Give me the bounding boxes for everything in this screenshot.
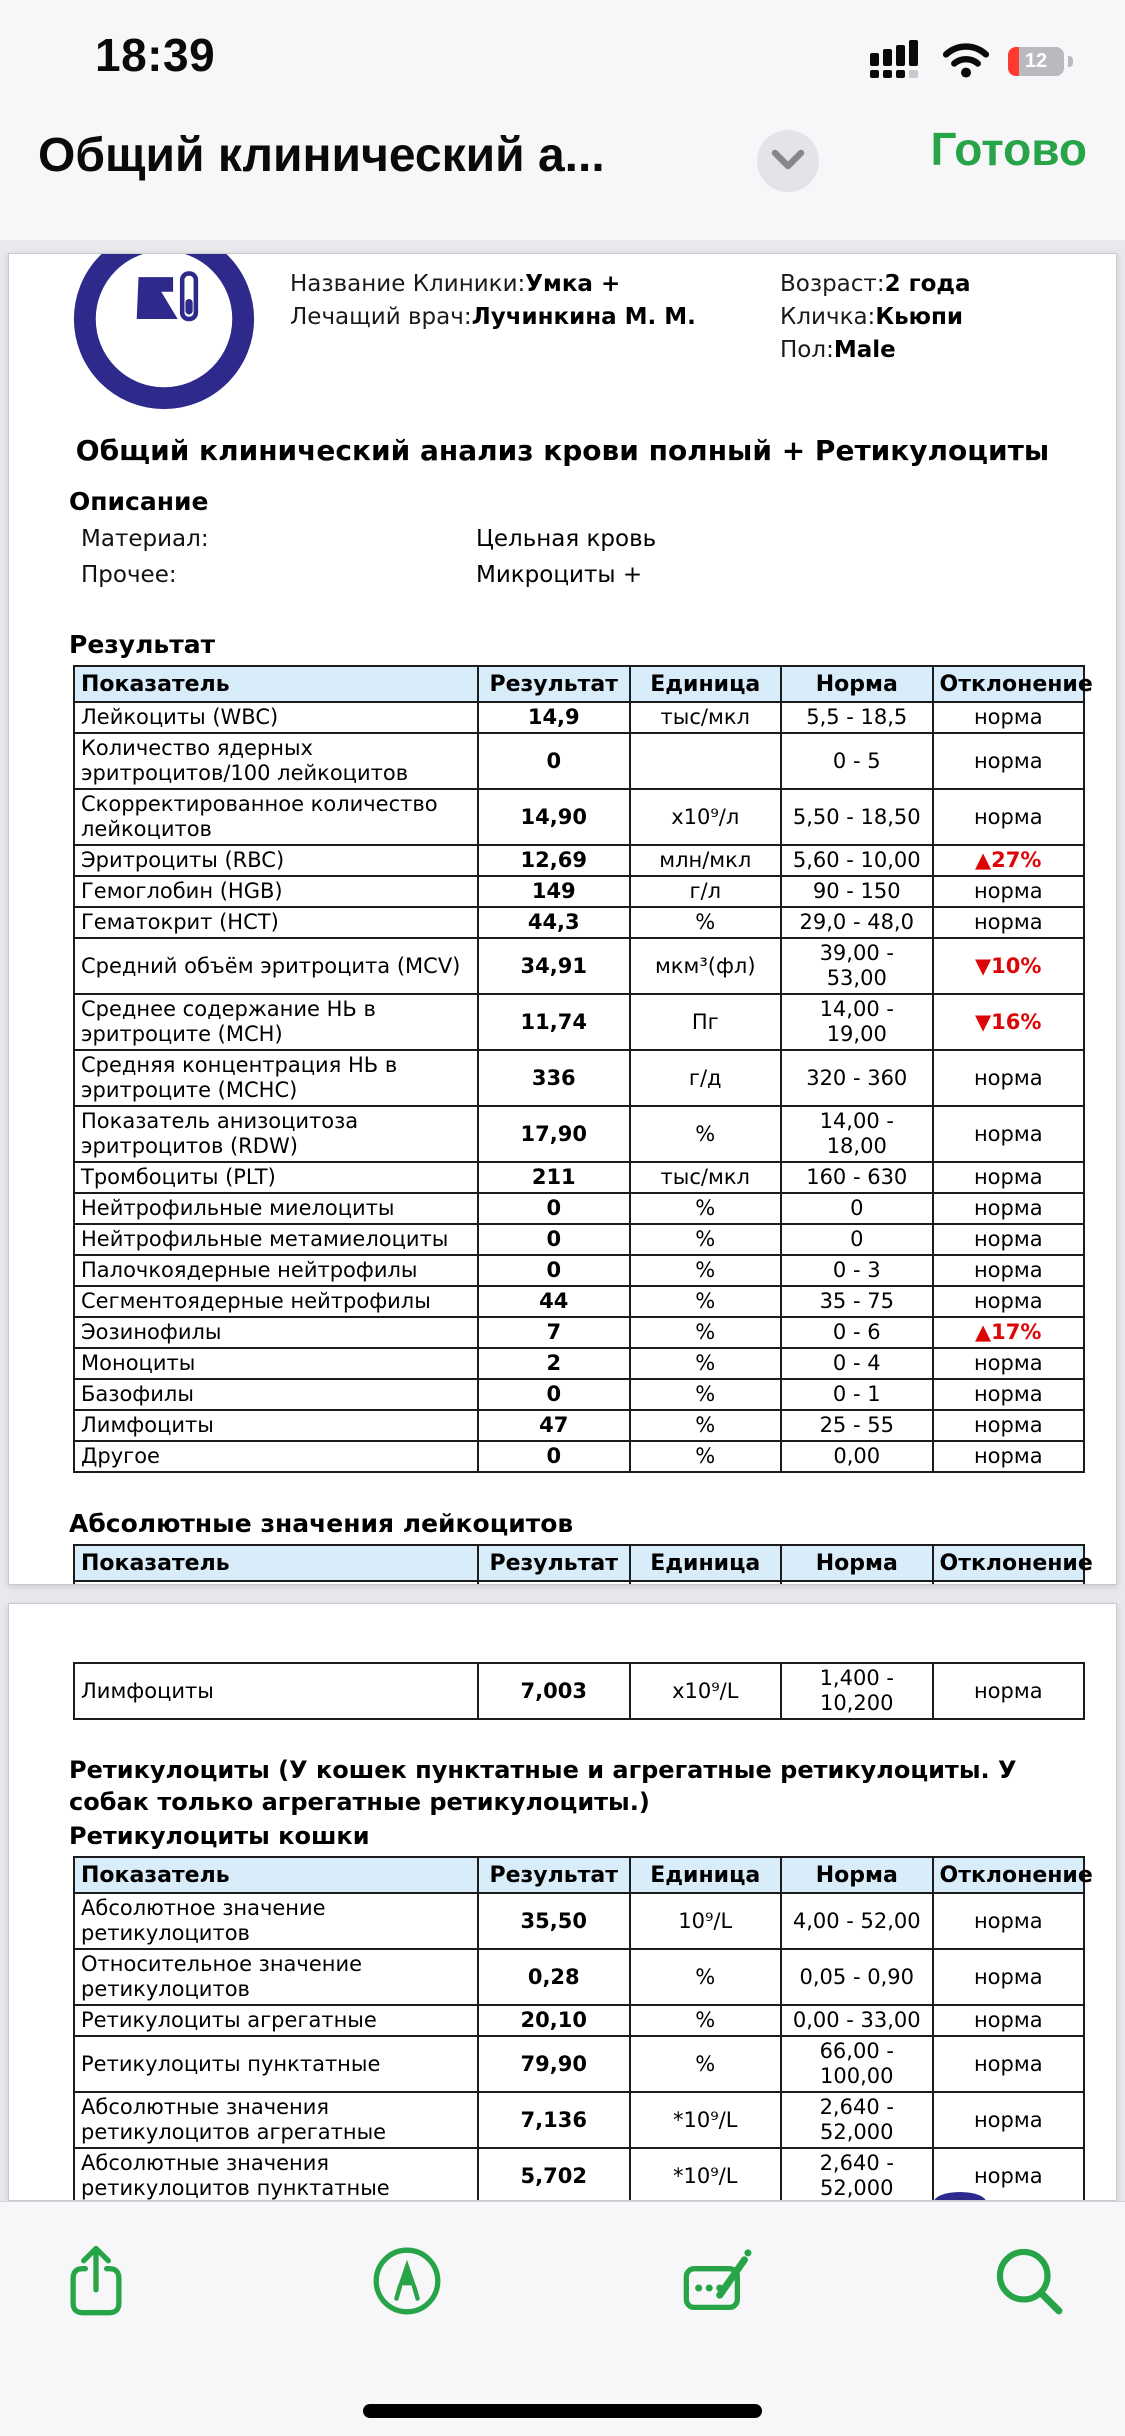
- cell-unit: %: [630, 1193, 782, 1224]
- cell-norm: 5,50 - 18,50: [781, 789, 933, 845]
- cell-norm: 0,00 - 33,00: [781, 2005, 933, 2036]
- column-header: Отклонение: [933, 1545, 1085, 1581]
- document-page-2: [8, 1603, 1117, 2201]
- column-header: Показатель: [74, 1857, 478, 1893]
- cell-name: Нейтрофильные метамиелоциты: [74, 1224, 478, 1255]
- document-page-1: [8, 253, 1117, 1585]
- cell-norm: 39,00 - 53,00: [781, 938, 933, 994]
- cell-norm: 5,5 - 18,5: [781, 702, 933, 733]
- cell-dev: норма: [933, 2092, 1085, 2148]
- cell-unit: %: [630, 2036, 782, 2092]
- cell-norm: 0,00: [781, 1441, 933, 1472]
- cell-norm: 14,00 - 19,00: [781, 994, 933, 1050]
- cell-name: Ретикулоциты пунктатные: [74, 2036, 478, 2092]
- search-icon: [985, 2237, 1073, 2328]
- cell-name: Эритроциты (RBC): [74, 845, 478, 876]
- cell-unit: %: [630, 1255, 782, 1286]
- cell-unit: %: [630, 1317, 782, 1348]
- column-header: Единица: [630, 1857, 782, 1893]
- other-row: Прочее: Микроциты +: [81, 562, 643, 588]
- cell-name: Другое: [74, 1441, 478, 1472]
- cell-norm: 5,60 - 10,00: [781, 845, 933, 876]
- cell-name: Сегментоядерные нейтрофилы: [74, 1286, 478, 1317]
- status-icons: [870, 40, 1073, 83]
- nav-bar: [0, 100, 1125, 240]
- cell-dev: норма: [933, 789, 1085, 845]
- cell-norm: 0,05 - 0,90: [781, 1949, 933, 2005]
- table-row: [74, 1663, 1084, 1719]
- column-header: Отклонение: [933, 666, 1085, 702]
- table-row: [74, 2005, 1084, 2036]
- table-row: [74, 1581, 1084, 1585]
- reticulocytes-cat-subheading: Ретикулоциты кошки: [69, 1822, 370, 1850]
- table-row: [74, 994, 1084, 1050]
- cell-dev: норма: [933, 1663, 1085, 1719]
- cell-result: 0,28: [478, 1949, 630, 2005]
- cell-unit: Пг: [630, 994, 782, 1050]
- column-header: Показатель: [74, 1545, 478, 1581]
- cell-norm: [781, 1581, 933, 1585]
- cell-norm: 90 - 150: [781, 876, 933, 907]
- table-header-row: [74, 666, 1084, 702]
- table-row: [74, 845, 1084, 876]
- cell-dev: ▲27%: [933, 845, 1085, 876]
- vetlab-logo: [73, 253, 255, 414]
- pet-name-row: Кличка:Кьюпи: [780, 304, 964, 330]
- cell-result: 0: [478, 1224, 630, 1255]
- column-header: Показатель: [74, 666, 478, 702]
- cell-dev: норма: [933, 1193, 1085, 1224]
- column-header: Единица: [630, 1545, 782, 1581]
- status-time: 18:39: [95, 29, 216, 81]
- cell-name: Нейтрофильные миелоциты: [74, 1193, 478, 1224]
- cell-norm: 0 - 6: [781, 1317, 933, 1348]
- cell-name: Средний объём эритроцита (MCV): [74, 938, 478, 994]
- cell-name: Моноциты: [74, 1348, 478, 1379]
- table-row: [74, 1441, 1084, 1472]
- cell-dev: норма: [933, 907, 1085, 938]
- table-row: [74, 1348, 1084, 1379]
- cell-unit: *10⁹/L: [630, 2092, 782, 2148]
- cell-result: 11,74: [478, 994, 630, 1050]
- table-row: [74, 2092, 1084, 2148]
- cell-unit: %: [630, 907, 782, 938]
- cell-name: Лимфоциты: [74, 1410, 478, 1441]
- cell-norm: 29,0 - 48,0: [781, 907, 933, 938]
- table-row: [74, 1106, 1084, 1162]
- cell-unit: %: [630, 1224, 782, 1255]
- cell-unit: х10⁹/л: [630, 789, 782, 845]
- cell-name: Лимфоциты: [74, 1663, 478, 1719]
- table-row: [74, 1410, 1084, 1441]
- cell-dev: норма: [933, 1348, 1085, 1379]
- cell-unit: %: [630, 1379, 782, 1410]
- table-row: [74, 1224, 1084, 1255]
- cell-norm: 320 - 360: [781, 1050, 933, 1106]
- cell-result: 44: [478, 1286, 630, 1317]
- cell-unit: %: [630, 1106, 782, 1162]
- cell-result: 7,003: [478, 1663, 630, 1719]
- status-bar: [0, 0, 1125, 100]
- reticulocytes-heading: Ретикулоциты (У кошек пунктатные и агрегатные ретикулоциты. У собак только агрегатные ретикулоциты.): [69, 1756, 1017, 1816]
- cell-norm: 66,00 - 100,00: [781, 2036, 933, 2092]
- table-row: [74, 1162, 1084, 1193]
- cell-name: Показатель анизоцитоза эритроцитов (RDW): [74, 1106, 478, 1162]
- cell-dev: норма: [933, 1949, 1085, 2005]
- cell-result: 7,136: [478, 2092, 630, 2148]
- document-viewer[interactable]: [0, 240, 1125, 2201]
- column-header: Результат: [478, 666, 630, 702]
- share-icon: [52, 2237, 140, 2328]
- cell-unit: [630, 733, 782, 789]
- cell-unit: г/л: [630, 876, 782, 907]
- cell-name: Гемоглобин (HGB): [74, 876, 478, 907]
- cell-norm: 0: [781, 1224, 933, 1255]
- patient-info-right: [780, 268, 971, 367]
- column-header: Отклонение: [933, 1857, 1085, 1893]
- table-row: [74, 1193, 1084, 1224]
- cell-unit: %: [630, 2005, 782, 2036]
- cell-name: Средняя концентрация НЬ в эритроците (MCHC): [74, 1050, 478, 1106]
- cell-result: 14,9: [478, 702, 630, 733]
- cell-unit: %: [630, 1348, 782, 1379]
- cell-result: 0: [478, 1255, 630, 1286]
- cell-norm: 0 - 4: [781, 1348, 933, 1379]
- reticulocytes-table: [73, 1856, 1093, 2201]
- age-row: Возраст:2 года: [780, 271, 971, 297]
- cell-name: [74, 1581, 478, 1585]
- cell-dev: норма: [933, 1410, 1085, 1441]
- cell-unit: %: [630, 1286, 782, 1317]
- markup-pen-button[interactable]: [359, 2234, 455, 2330]
- svg-text:ВЕТЛАБ: ВЕТЛАБ: [100, 328, 228, 384]
- cell-dev: норма: [933, 1286, 1085, 1317]
- cell-dev: норма: [933, 702, 1085, 733]
- battery-icon: [1008, 47, 1064, 76]
- cell-result: 2: [478, 1348, 630, 1379]
- cell-result: 149: [478, 876, 630, 907]
- cell-norm: 2,640 - 52,000: [781, 2148, 933, 2201]
- cell-name: Абсолютные значения ретикулоцитов агрегатные: [74, 2092, 478, 2148]
- chevron-down-icon: [771, 149, 805, 174]
- clinic-name-row: Название Клиники:Умка +: [290, 271, 621, 297]
- cell-name: Среднее содержание НЬ в эритроците (MCH): [74, 994, 478, 1050]
- cell-unit: %: [630, 1949, 782, 2005]
- cell-dev: норма: [933, 733, 1085, 789]
- cell-norm: 2,640 - 52,000: [781, 2092, 933, 2148]
- table-row: [74, 789, 1084, 845]
- report-title: Общий клинический анализ крови полный + Ретикулоциты: [75, 434, 1050, 467]
- table-header-row: [74, 1857, 1084, 1893]
- column-header: Результат: [478, 1857, 630, 1893]
- cell-name: Абсолютное значение ретикулоцитов: [74, 1893, 478, 1949]
- sex-row: Пол:Male: [780, 337, 896, 363]
- table-row: [74, 876, 1084, 907]
- cell-norm: 0 - 3: [781, 1255, 933, 1286]
- table-row: [74, 1317, 1084, 1348]
- table-row: [74, 1949, 1084, 2005]
- cell-name: Эозинофилы: [74, 1317, 478, 1348]
- doctor-row: Лечащий врач:Лучинкина М. М.: [290, 304, 696, 330]
- cell-unit: мкм³(фл): [630, 938, 782, 994]
- cell-result: 0: [478, 733, 630, 789]
- cell-norm: 4,00 - 52,00: [781, 1893, 933, 1949]
- signature-icon: [674, 2237, 762, 2328]
- title-chevron-button[interactable]: [757, 130, 819, 192]
- cell-result: 17,90: [478, 1106, 630, 1162]
- document-title: Общий клинический а...: [38, 129, 605, 182]
- table-row: [74, 733, 1084, 789]
- battery-nub: [1068, 56, 1073, 67]
- table-row: [74, 1893, 1084, 1949]
- wifi-icon: [940, 40, 992, 83]
- cell-result: [478, 1581, 630, 1585]
- cell-result: 7: [478, 1317, 630, 1348]
- signature-button[interactable]: [670, 2234, 766, 2330]
- column-header: Единица: [630, 666, 782, 702]
- cell-result: 47: [478, 1410, 630, 1441]
- cell-norm: 1,400 - 10,200: [781, 1663, 933, 1719]
- cell-result: 14,90: [478, 789, 630, 845]
- cell-name: Гематокрит (HCT): [74, 907, 478, 938]
- markup-toolbar: [0, 2201, 1125, 2436]
- cell-unit: г/д: [630, 1050, 782, 1106]
- column-header: Норма: [781, 666, 933, 702]
- cell-norm: 0: [781, 1193, 933, 1224]
- cell-dev: ▲17%: [933, 1317, 1085, 1348]
- cell-name: Палочкоядерные нейтрофилы: [74, 1255, 478, 1286]
- cell-name: Абсолютные значения ретикулоцитов пунктатные: [74, 2148, 478, 2201]
- description-heading: Описание: [69, 487, 209, 516]
- cell-dev: норма: [933, 1224, 1085, 1255]
- home-indicator[interactable]: [363, 2404, 762, 2418]
- cell-dev: ▼10%: [933, 938, 1085, 994]
- cell-dev: норма: [933, 1255, 1085, 1286]
- cell-dev: норма: [933, 2005, 1085, 2036]
- cell-norm: 0 - 5: [781, 733, 933, 789]
- cell-dev: норма: [933, 1050, 1085, 1106]
- table-row: [74, 1286, 1084, 1317]
- result-heading: Результат: [69, 630, 216, 659]
- cell-result: 0: [478, 1379, 630, 1410]
- absolute-leukocytes-heading: Абсолютные значения лейкоцитов: [69, 1509, 574, 1538]
- cell-name: Скорректированное количество лейкоцитов: [74, 789, 478, 845]
- table-row: [74, 2148, 1084, 2201]
- cell-norm: 0 - 1: [781, 1379, 933, 1410]
- cell-name: Базофилы: [74, 1379, 478, 1410]
- table-row: [74, 938, 1084, 994]
- column-header: Норма: [781, 1857, 933, 1893]
- cell-result: 44,3: [478, 907, 630, 938]
- cell-dev: норма: [933, 2148, 1085, 2201]
- cell-dev: [933, 1581, 1085, 1585]
- cell-dev: ▼16%: [933, 994, 1085, 1050]
- cell-result: 0: [478, 1441, 630, 1472]
- cell-dev: норма: [933, 1379, 1085, 1410]
- cell-norm: 160 - 630: [781, 1162, 933, 1193]
- cell-unit: 10⁹/L: [630, 1893, 782, 1949]
- cell-result: 79,90: [478, 2036, 630, 2092]
- cell-unit: [630, 1581, 782, 1585]
- cell-result: 5,702: [478, 2148, 630, 2201]
- cell-name: Лейкоциты (WBC): [74, 702, 478, 733]
- cell-norm: 35 - 75: [781, 1286, 933, 1317]
- column-header: Результат: [478, 1545, 630, 1581]
- cell-result: 211: [478, 1162, 630, 1193]
- cell-dev: норма: [933, 1106, 1085, 1162]
- cellular-signal-icon: [870, 40, 924, 83]
- share-button[interactable]: [48, 2234, 144, 2330]
- cell-name: Количество ядерных эритроцитов/100 лейкоцитов: [74, 733, 478, 789]
- table-row: [74, 2036, 1084, 2092]
- cell-unit: %: [630, 1410, 782, 1441]
- cell-result: 12,69: [478, 845, 630, 876]
- result-table: [73, 665, 1093, 1473]
- cell-result: 0: [478, 1193, 630, 1224]
- cell-unit: *10⁹/L: [630, 2148, 782, 2201]
- material-row: Материал: Цельная кровь: [81, 526, 657, 552]
- done-button[interactable]: Готово: [930, 123, 1087, 175]
- battery-percent: 12: [1024, 50, 1048, 72]
- cell-name: Тромбоциты (PLT): [74, 1162, 478, 1193]
- table-row: [74, 907, 1084, 938]
- cell-unit: %: [630, 1441, 782, 1472]
- cell-result: 20,10: [478, 2005, 630, 2036]
- cell-name: Относительное значение ретикулоцитов: [74, 1949, 478, 2005]
- cell-dev: норма: [933, 1893, 1085, 1949]
- cell-unit: х10⁹/L: [630, 1663, 782, 1719]
- table-header-row: [74, 1545, 1084, 1581]
- cell-result: 336: [478, 1050, 630, 1106]
- table-row: [74, 1050, 1084, 1106]
- table-row: [74, 702, 1084, 733]
- cell-dev: норма: [933, 1441, 1085, 1472]
- column-header: Норма: [781, 1545, 933, 1581]
- cell-result: 35,50: [478, 1893, 630, 1949]
- table-row: [74, 1379, 1084, 1410]
- table-row: [74, 1255, 1084, 1286]
- absolute-leukocytes-table: [73, 1544, 1093, 1585]
- cell-norm: 14,00 - 18,00: [781, 1106, 933, 1162]
- cell-dev: норма: [933, 876, 1085, 907]
- cell-dev: норма: [933, 2036, 1085, 2092]
- cell-name: Ретикулоциты агрегатные: [74, 2005, 478, 2036]
- cell-unit: тыс/мкл: [630, 1162, 782, 1193]
- lymphocytes-abs-table: [73, 1662, 1085, 1720]
- cell-norm: 25 - 55: [781, 1410, 933, 1441]
- cell-unit: млн/мкл: [630, 845, 782, 876]
- clinic-header: [9, 254, 1116, 426]
- markup-pen-icon: [363, 2237, 451, 2328]
- cell-unit: тыс/мкл: [630, 702, 782, 733]
- cell-result: 34,91: [478, 938, 630, 994]
- cell-dev: норма: [933, 1162, 1085, 1193]
- clinic-info-left: [290, 268, 696, 334]
- search-button[interactable]: [981, 2234, 1077, 2330]
